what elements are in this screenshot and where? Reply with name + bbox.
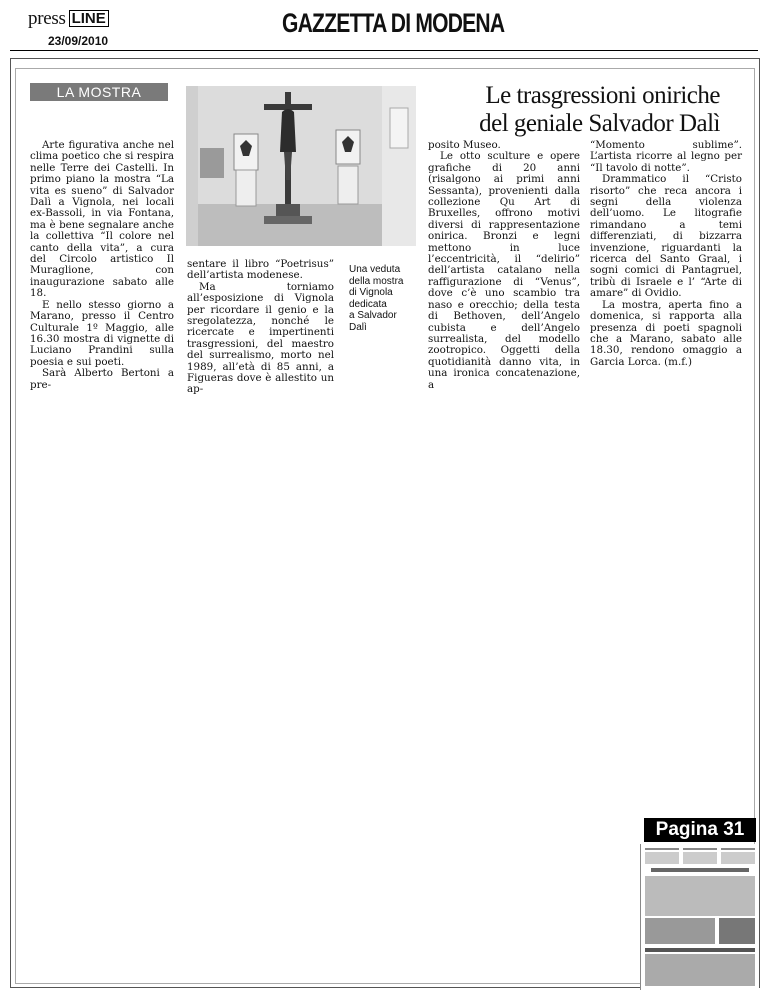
caption-line: Una veduta: [349, 264, 401, 275]
article-paragraph: sentare il libro “Poetrisus” dell’artista modenese.: [187, 258, 334, 282]
caption-line: dedicata: [349, 298, 387, 310]
page-number-badge: Pagina 31: [644, 818, 756, 842]
article-paragraph: “Momento sublime”. L’artista ricorre al legno per “Il tavolo di notte”.: [590, 139, 742, 174]
article-paragraph: Sarà Alberto Bertoni a pre-: [30, 367, 174, 391]
exhibition-photo: [186, 86, 416, 246]
article-paragraph: Le otto sculture e opere grafiche di 20 anni (risalgono ai primi anni Sessanta), provenienti dalla collezione Qu Art di Bruxelles, offrono motivi diversi di rappresentazione onirica. Bronzi e legni mettono in luce l’eccentricità, il “delirio” dell’artista catalano nella raffigurazione di “Venus”, dove c’è uno scambio tra naso e orecchio; della testa di Bethoven, dell’Angelo cubista e dell’Angelo surrealista, del modello zootropico. Oggetti della quotidianità danno vita, in una ironica concatenazione, a: [428, 150, 580, 391]
article-column-4: [590, 140, 742, 368]
photo-caption: [349, 264, 415, 333]
page-thumbnail[interactable]: [640, 844, 759, 990]
pressline-logo-word: press: [28, 8, 66, 29]
headline-line-1: Le trasgressioni oniriche: [485, 82, 720, 109]
article-paragraph: Drammatico il “Cristo risorto” che reca ancora i segni della violenza dell’uomo. Le litografie rimandano a temi differenziati, di bizzarra invenzione, riguardanti la ricerca del Santo Graal, i sogni comici di Pantagruel, tribù di Israele e l’ “Arte di amare” di Ovidio.: [590, 173, 742, 300]
caption-line: a Salvador: [349, 310, 397, 321]
section-label: LA MOSTRA: [30, 83, 168, 101]
article-paragraph: posito Museo.: [428, 139, 501, 151]
pressline-logo: [28, 8, 128, 48]
caption-line: di Vignola: [349, 287, 393, 298]
exhibition-photo-illustration: [186, 86, 416, 246]
article-paragraph: La mostra, aperta fino a domenica, si rapporta alla presenza di poeti spagnoli che a Marano, sabato alle 18.30, rendono omaggio a Garcia Lorca. (m.f.): [590, 298, 742, 368]
article-column-2: [187, 259, 334, 396]
newspaper-masthead: GAZZETTA DI MODENA: [282, 8, 505, 38]
article-paragraph: Ma torniamo all’esposizione di Vignola per ricordare il genio e la sregolatezza, nonché le ricercate e impertinenti trasgressioni, del maestro del surrealismo, morto nel 1989, all’età di 85 anni, a Figueras dove è allestito un ap-: [187, 280, 334, 396]
header-divider: [10, 50, 758, 51]
article-column-3: [428, 140, 580, 391]
article-paragraph: E nello stesso giorno a Marano, presso il Centro Culturale 1º Maggio, alle 16.30 mostra di vignette di Luciano Prandini sulla poesia e sui poeti.: [30, 298, 174, 368]
caption-line: Dalì: [349, 321, 367, 333]
page-thumbnail-illustration: [641, 844, 759, 990]
caption-line: della mostra: [349, 275, 404, 287]
article-column-1: [30, 140, 174, 391]
pressline-logo-box: LINE: [69, 10, 109, 27]
article-paragraph: Arte figurativa anche nel clima poetico che si respira nelle Terre dei Castelli. In primo piano la mostra “La vita es sueno” di Salvador Dalì a Vignola, nei locali ex-Bassoli, in via Fontana, ma è bene segnalare anche la collettiva “Il colore nel canto della vita”, a cura del Circolo artistico Il Muraglione, con inaugurazione sabato alle 18.: [30, 139, 174, 300]
issue-date: 23/09/2010: [48, 34, 109, 48]
headline-line-2: del geniale Salvador Dalì: [479, 110, 720, 137]
article-headline: [420, 82, 720, 138]
